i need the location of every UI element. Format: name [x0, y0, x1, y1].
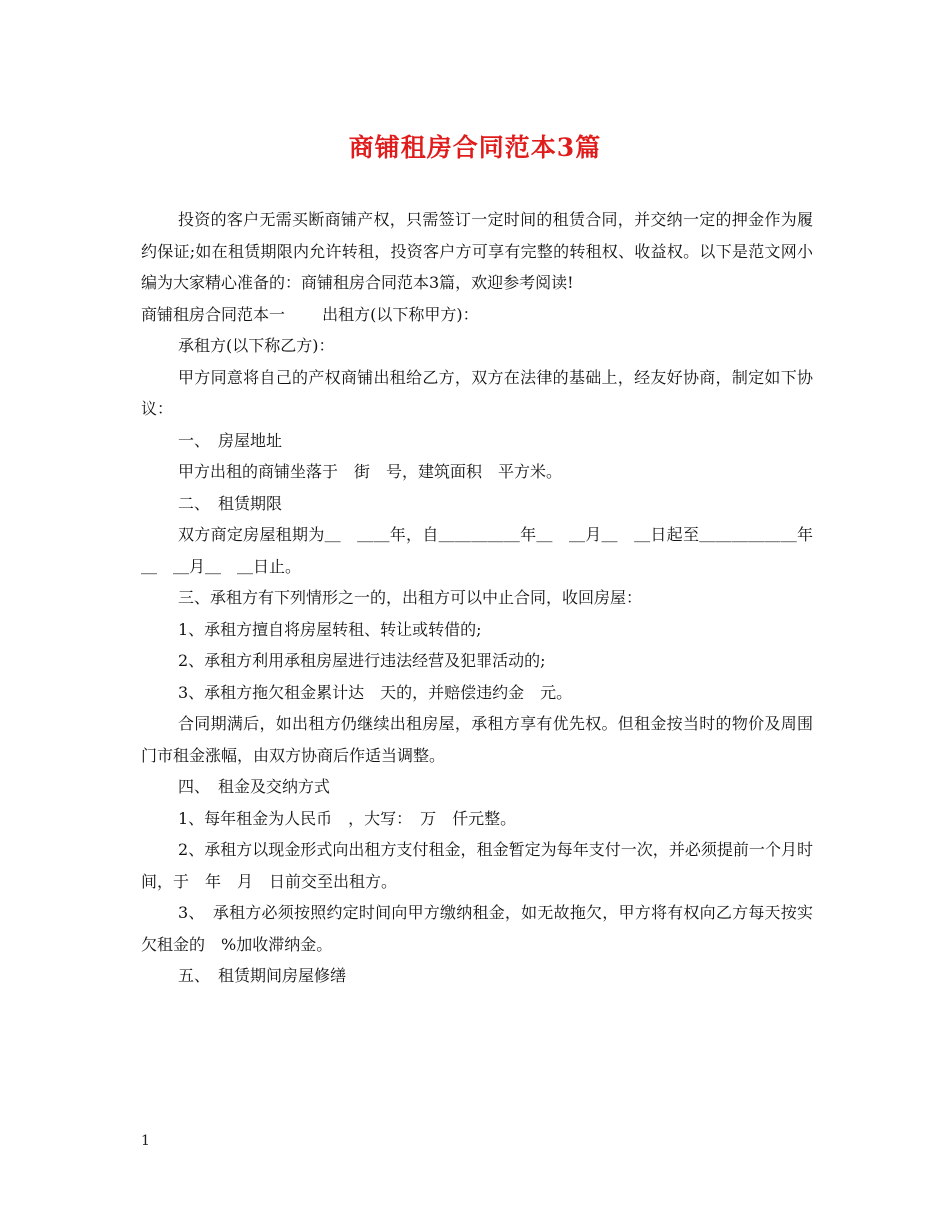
paragraph-lessee: 承租方(以下称乙方)： [178, 336, 335, 355]
section-heading-repairs: 五、 租赁期间房屋修缮 [178, 966, 347, 985]
section-heading-rent: 四、 租金及交纳方式 [178, 777, 331, 796]
paragraph-renewal: 合同期满后，如出租方仍继续出租房屋，承租方享有优先权。但租金按当时的物价及周围门市租金涨幅，由双方协商后作适当调整。 [141, 714, 813, 765]
list-item-termination-2: 2、承租方利用承租房屋进行违法经营及犯罪活动的; [178, 651, 546, 670]
document-title: 商铺租房合同范本3篇 [348, 133, 602, 162]
list-item-rent-2: 2、承租方以现金形式向出租方支付租金，租金暂定为每年支付一次，并必须提前一个月时间，于 年 月 日前交至出租方。 [141, 840, 813, 891]
document-body [141, 204, 813, 992]
paragraph-agreement: 甲方同意将自己的产权商铺出租给乙方，双方在法律的基础上，经友好协商，制定如下协议： [141, 367, 813, 418]
section-heading-address: 一、 房屋地址 [178, 430, 283, 450]
list-item-rent-1: 1、每年租金为人民币 ，大写： 万 仟元整。 [178, 808, 517, 828]
paragraph-termination: 三、承租方有下列情形之一的，出租方可以中止合同，收回房屋： [178, 588, 643, 607]
page-number: 1 [141, 1133, 150, 1149]
paragraph-address: 甲方出租的商铺坐落于 街 号，建筑面积 平方米。 [178, 462, 563, 481]
list-item-rent-3: 3、 承租方必须按照约定时间向甲方缴纳租金，如无故拖欠，甲方将有权向乙方每天按实欠租金的 %加收滞纳金。 [141, 903, 813, 954]
list-item-termination-1: 1、承租方擅自将房屋转租、转让或转借的; [178, 619, 482, 639]
paragraph-intro: 投资的客户无需买断商铺产权，只需签订一定时间的租赁合同，并交纳一定的押金作为履约保证;如在租赁期限内允许转租，投资客户方可享有完整的转租权、收益权。以下是范文网小编为大家精心准备的：商铺租房合同范本3篇，欢迎参考阅读! [141, 210, 813, 292]
section-heading-term: 二、 租赁期限 [178, 493, 283, 513]
paragraph-term: 双方商定房屋租期为＿ ＿＿年，自＿＿＿＿＿年＿ ＿月＿ ＿日起至＿＿＿＿＿＿年＿ ＿月＿ ＿日止。 [141, 525, 813, 576]
list-item-termination-3: 3、承租方拖欠租金累计达 天的，并赔偿违约金 元。 [178, 682, 573, 702]
paragraph-contract-one-heading: 商铺租房合同范本一 出租方(以下称甲方)： [141, 304, 479, 324]
